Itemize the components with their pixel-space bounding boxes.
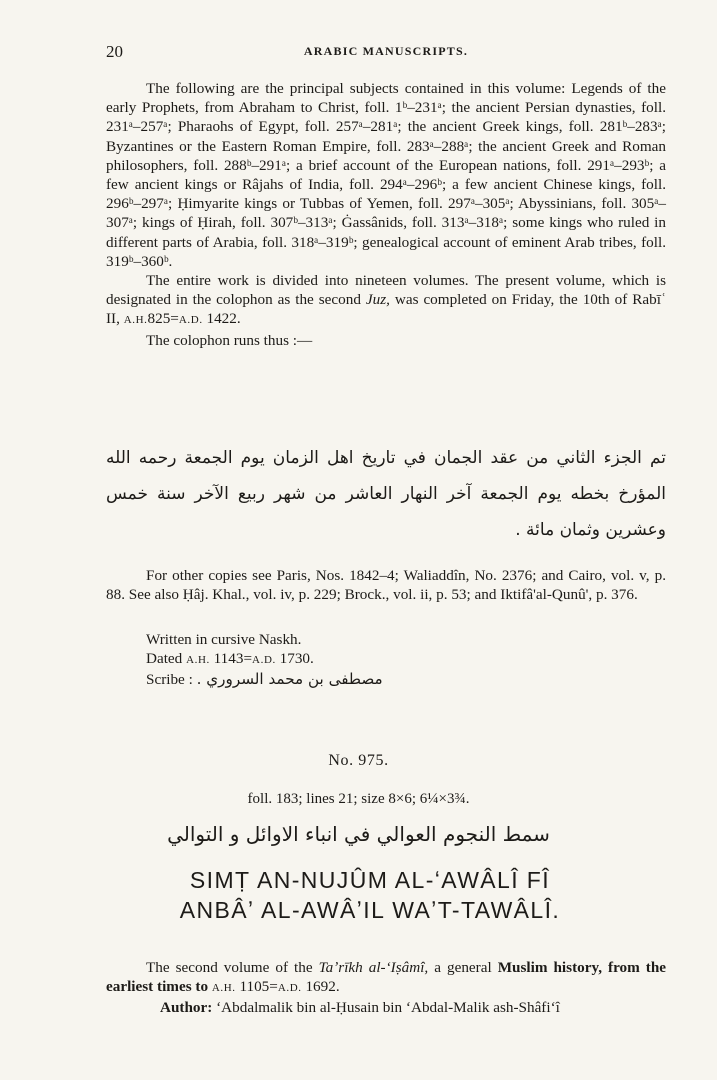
scribe-line [146, 670, 666, 689]
volumes-paragraph [106, 271, 666, 331]
dated-ad-label: A.D. [252, 654, 276, 667]
author-label: Author: [160, 999, 213, 1017]
dated-ah-label: A.H. [186, 654, 210, 667]
manuscript-details [106, 630, 666, 690]
work-title: Taʼrīkh al-ʻIṣâmî, [318, 959, 429, 976]
dated-year: 1730. [279, 650, 314, 668]
scribe-arabic: مصطفى بن محمد السروري . [196, 670, 383, 689]
running-head: ARABIC MANUSCRIPTS. [303, 44, 469, 58]
desc-ah-label: A.H. [211, 982, 236, 995]
dated-value: 1143= [213, 650, 253, 668]
dated-prefix: Dated [146, 650, 183, 668]
dated-line [146, 649, 666, 670]
desc-lead: The second volume of the [146, 959, 313, 976]
author-line [160, 998, 666, 1017]
volumes-text-2: was completed on Friday, the 10th of Rabīʿ II, [106, 291, 666, 328]
transliterated-title: SIMṬ AN-NUJÛM AL-ʻAWÂLÎ FÎ ANBÂʼ AL-AWÂʼIL WAʼT-TAWÂLÎ. [179, 867, 561, 923]
author-name: ʻAbdalmalik bin al-Ḥusain bin ʻAbdal-Malik ash-Shâfiʻî [216, 999, 560, 1017]
scribe-label: Scribe : [146, 671, 193, 689]
ad-label: A.D. [178, 314, 203, 327]
desc-ah-value: 1105= [239, 978, 278, 996]
juz-term: Juz, [365, 291, 390, 309]
folio-info: foll. 183; lines 21; size 8×6; 6¼×3¾. [247, 791, 470, 807]
description-paragraph [106, 958, 666, 998]
arabic-title: سمط النجوم العوالي في انباء الاوائل و التوالي [167, 822, 550, 846]
contents-paragraph: The following are the principal subjects contained in this volume: Legends of the early Prophets, from Abraham to Christ, foll. 1ᵇ–231ᵃ; the ancient Persian dynasties, foll. 231ᵃ–257ᵃ; Pharaohs of Egypt, foll. 257ᵃ–281ᵃ; the ancient Greek kings, foll. 281ᵇ–283ᵃ; Byzantines or the Eastern Roman Empire, foll. 283ᵃ–288ᵃ; the ancient Greek and Roman philosophers, foll. 288ᵇ–291ᵃ; a brief account of the European nations, foll. 291ᵃ–293ᵇ; a few ancient kings or Râjahs of India, foll. 294ᵃ–296ᵇ; a few ancient Chinese kings, foll. 296ᵇ–297ᵃ; Ḥimyarite kings or Tubbas of Yemen, foll. 297ᵃ–305ᵃ; Abyssinians, foll. 305ᵃ–307ᵃ; kings of Ḥirah, foll. 307ᵇ–313ᵃ; Ġassânids, foll. 313ᵃ–318ᵃ; some kings who ruled in different parts of Arabia, foll. 318ᵃ–319ᵇ; genealogical account of eminent Arab tribes, foll. 319ᵇ–360ᵇ. [106, 80, 666, 270]
page-header [106, 42, 666, 64]
ad-value: 1422. [206, 310, 241, 328]
ah-label: A.H. [123, 314, 148, 327]
contents-section [106, 79, 666, 350]
desc-bold: Muslim history, from the earliest times to [106, 959, 667, 996]
description-section [106, 958, 666, 1018]
desc-mid: a general [434, 959, 492, 976]
written-line: Written in cursive Naskh. [146, 631, 302, 648]
volumes-text-1: The entire work is divided into nineteen volumes. The present volume, which is designated in the colophon as the second [106, 272, 666, 309]
desc-ad-label: A.D. [277, 982, 302, 995]
colophon-intro: The colophon runs thus :— [146, 331, 313, 349]
entry-number: No. 975. [328, 752, 389, 769]
desc-ad-value: 1692. [305, 978, 340, 996]
references-section [106, 566, 666, 604]
references-paragraph: For other copies see Paris, Nos. 1842–4; Waliaddîn, No. 2376; and Cairo, vol. v, p. 88. See also Ḥâj. Khal., vol. iv, p. 229; Brock., vol. ii, p. 53; and Iktifâ'al-Qunû', p. 376. [106, 567, 666, 604]
page-number: 20 [106, 42, 123, 61]
ah-value: 825= [147, 310, 179, 328]
colophon-arabic: تم الجزء الثاني من عقد الجمان في تاريخ اهل الزمان يوم الجمعة رحمه الله المؤرخ بخطه يوم الجمعة آخر النهار العاشر من شهر ربيع الآخر سنة خمس وعشرين وثمان مائة . [106, 448, 666, 540]
